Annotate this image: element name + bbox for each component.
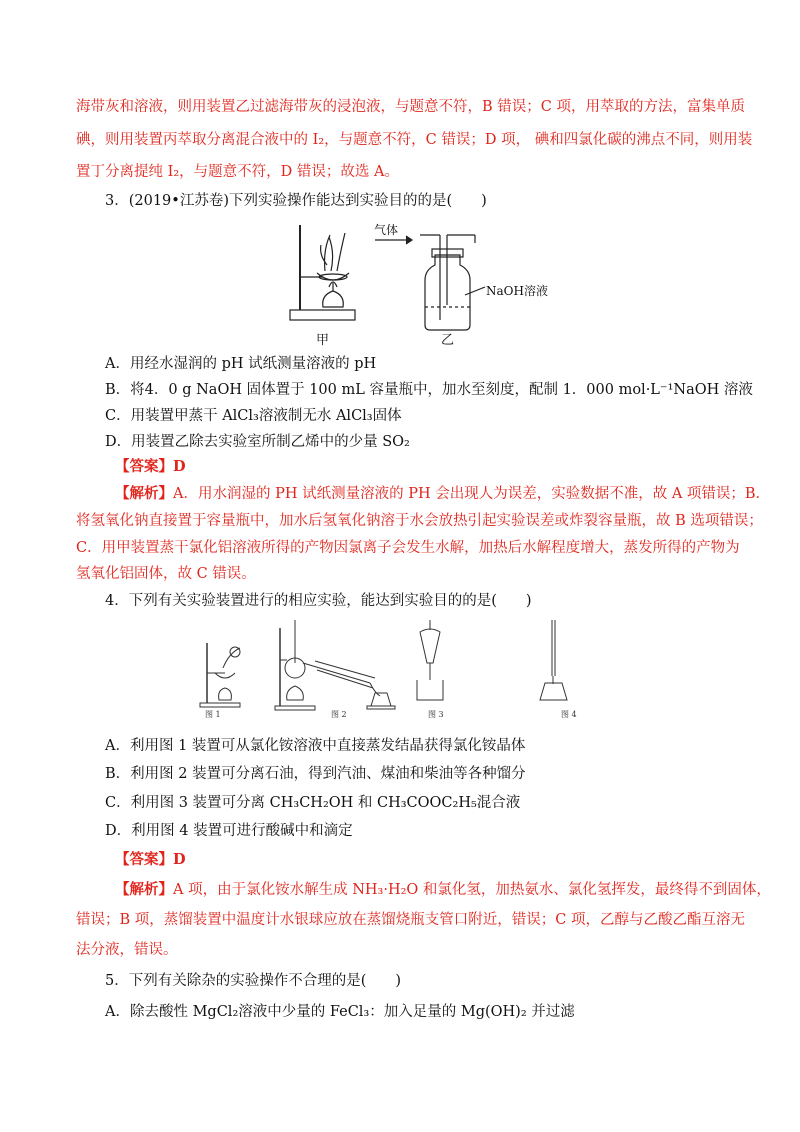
q4-analysis-tag: 【解析】 [115,881,173,898]
q3-analysis-line-3: C．用甲装置蒸干氯化铝溶液所得的产物因氯离子会发生水解，加热后水解程度增大，蒸发所得的产物为 [76,540,740,556]
q4-apparatus-figure [195,618,595,718]
apparatus-jia-label: 甲 [316,333,330,348]
q4-analysis-line-1 [115,879,771,901]
prev-analysis-line-3: 置丁分离提纯 I₂，与题意不符，D 错误；故选 A。 [76,164,399,180]
q3-option-d: D．用装置乙除去实验室所制乙烯中的少量 SO₂ [105,434,410,450]
q4-analysis-line-3: 法分液，错误。 [76,942,178,958]
gas-washing-bottle-icon [375,235,485,330]
q3-analysis-line-2: 将氢氧化钠直接置于容量瓶中，加水后氢氧化钠溶于水会放热引起实验误差或炸裂容量瓶，故 B 选项错误； [76,513,763,529]
q4-answer [115,849,186,871]
q4-analysis-text-1: A 项，由于氯化铵水解生成 NH₃·H₂O 和氯化氢，加热氨水、氯化氢挥发，最终得不到固体， [173,882,771,898]
q3-answer [115,456,186,478]
q3-option-a: A．用经水湿润的 pH 试纸测量溶液的 pH [105,356,377,372]
prev-analysis-line-2: 碘，则用装置丙萃取分离混合液中的 I₂，与题意不符，C 错误；D 项， 碘和四氯化碳的沸点不同，则用装 [76,132,753,148]
figure-2-distillation-icon [275,620,395,710]
gas-label: 气体 [374,223,399,237]
q3-answer-value: D [173,458,186,475]
q3-answer-tag: 【答案】 [115,458,173,475]
q3-analysis-line-1 [115,483,770,505]
q4-option-a: A．利用图 1 装置可从氯化铵溶液中直接蒸发结晶获得氯化铵晶体 [105,738,526,754]
question-3-stem: 3．(2019•江苏卷)下列实验操作能达到实验目的的是( ) [105,193,487,209]
q5-option-a: A．除去酸性 MgCl₂溶液中少量的 FeCl₃：加入足量的 Mg(OH)₂ 并过滤 [105,1004,575,1020]
q3-apparatus-figure [275,215,575,345]
q4-analysis-line-2: 错误；B 项，蒸馏装置中温度计水银球应放在蒸馏烧瓶支管口附近，错误；C 项，乙醇与乙酸乙酯互溶无 [76,912,745,928]
naoh-solution-label: NaOH溶液 [486,284,548,298]
figure-1-label: 图 1 [205,710,221,719]
apparatus-yi-label: 乙 [441,333,455,348]
q4-option-b: B．利用图 2 装置可分离石油，得到汽油、煤油和柴油等各种馏分 [105,766,526,782]
figure-4-label: 图 4 [561,710,577,719]
q4-option-c: C．利用图 3 装置可分离 CH₃CH₂OH 和 CH₃COOC₂H₅混合液 [105,795,521,811]
figure-3-label: 图 3 [428,710,444,719]
question-4-stem: 4．下列有关实验装置进行的相应实验，能达到实验目的的是( ) [105,593,532,609]
figure-3-separatory-funnel-icon [417,620,443,700]
figure-2-label: 图 2 [331,710,347,719]
q3-analysis-text-1: A．用水润湿的 PH 试纸测量溶液的 PH 会出现人为误差，实验数据不准，故 A 项错误；B． [173,486,771,502]
q3-option-c: C．用装置甲蒸干 AlCl₃溶液制无水 AlCl₃固体 [105,408,402,424]
q4-option-d: D．利用图 4 装置可进行酸碱中和滴定 [105,823,353,839]
figure-4-titration-icon [540,620,567,700]
q3-analysis-tag: 【解析】 [115,485,173,502]
q4-answer-value: D [173,851,186,868]
prev-analysis-line-1: 海带灰和溶液，则用装置乙过滤海带灰的浸泡液，与题意不符，B 错误；C 项，用萃取的方法，富集单质 [76,99,745,115]
evaporation-apparatus-icon [290,225,355,320]
q3-option-b: B．将4．0 g NaOH 固体置于 100 mL 容量瓶中，加水至刻度，配制 1．000 mol·L⁻¹NaOH 溶液 [105,382,753,398]
question-5-stem: 5．下列有关除杂的实验操作不合理的是( ) [105,973,402,989]
figure-1-evaporation-icon [200,643,240,707]
q4-answer-tag: 【答案】 [115,851,173,868]
q3-analysis-line-4: 氢氧化铝固体，故 C 错误。 [76,566,256,582]
